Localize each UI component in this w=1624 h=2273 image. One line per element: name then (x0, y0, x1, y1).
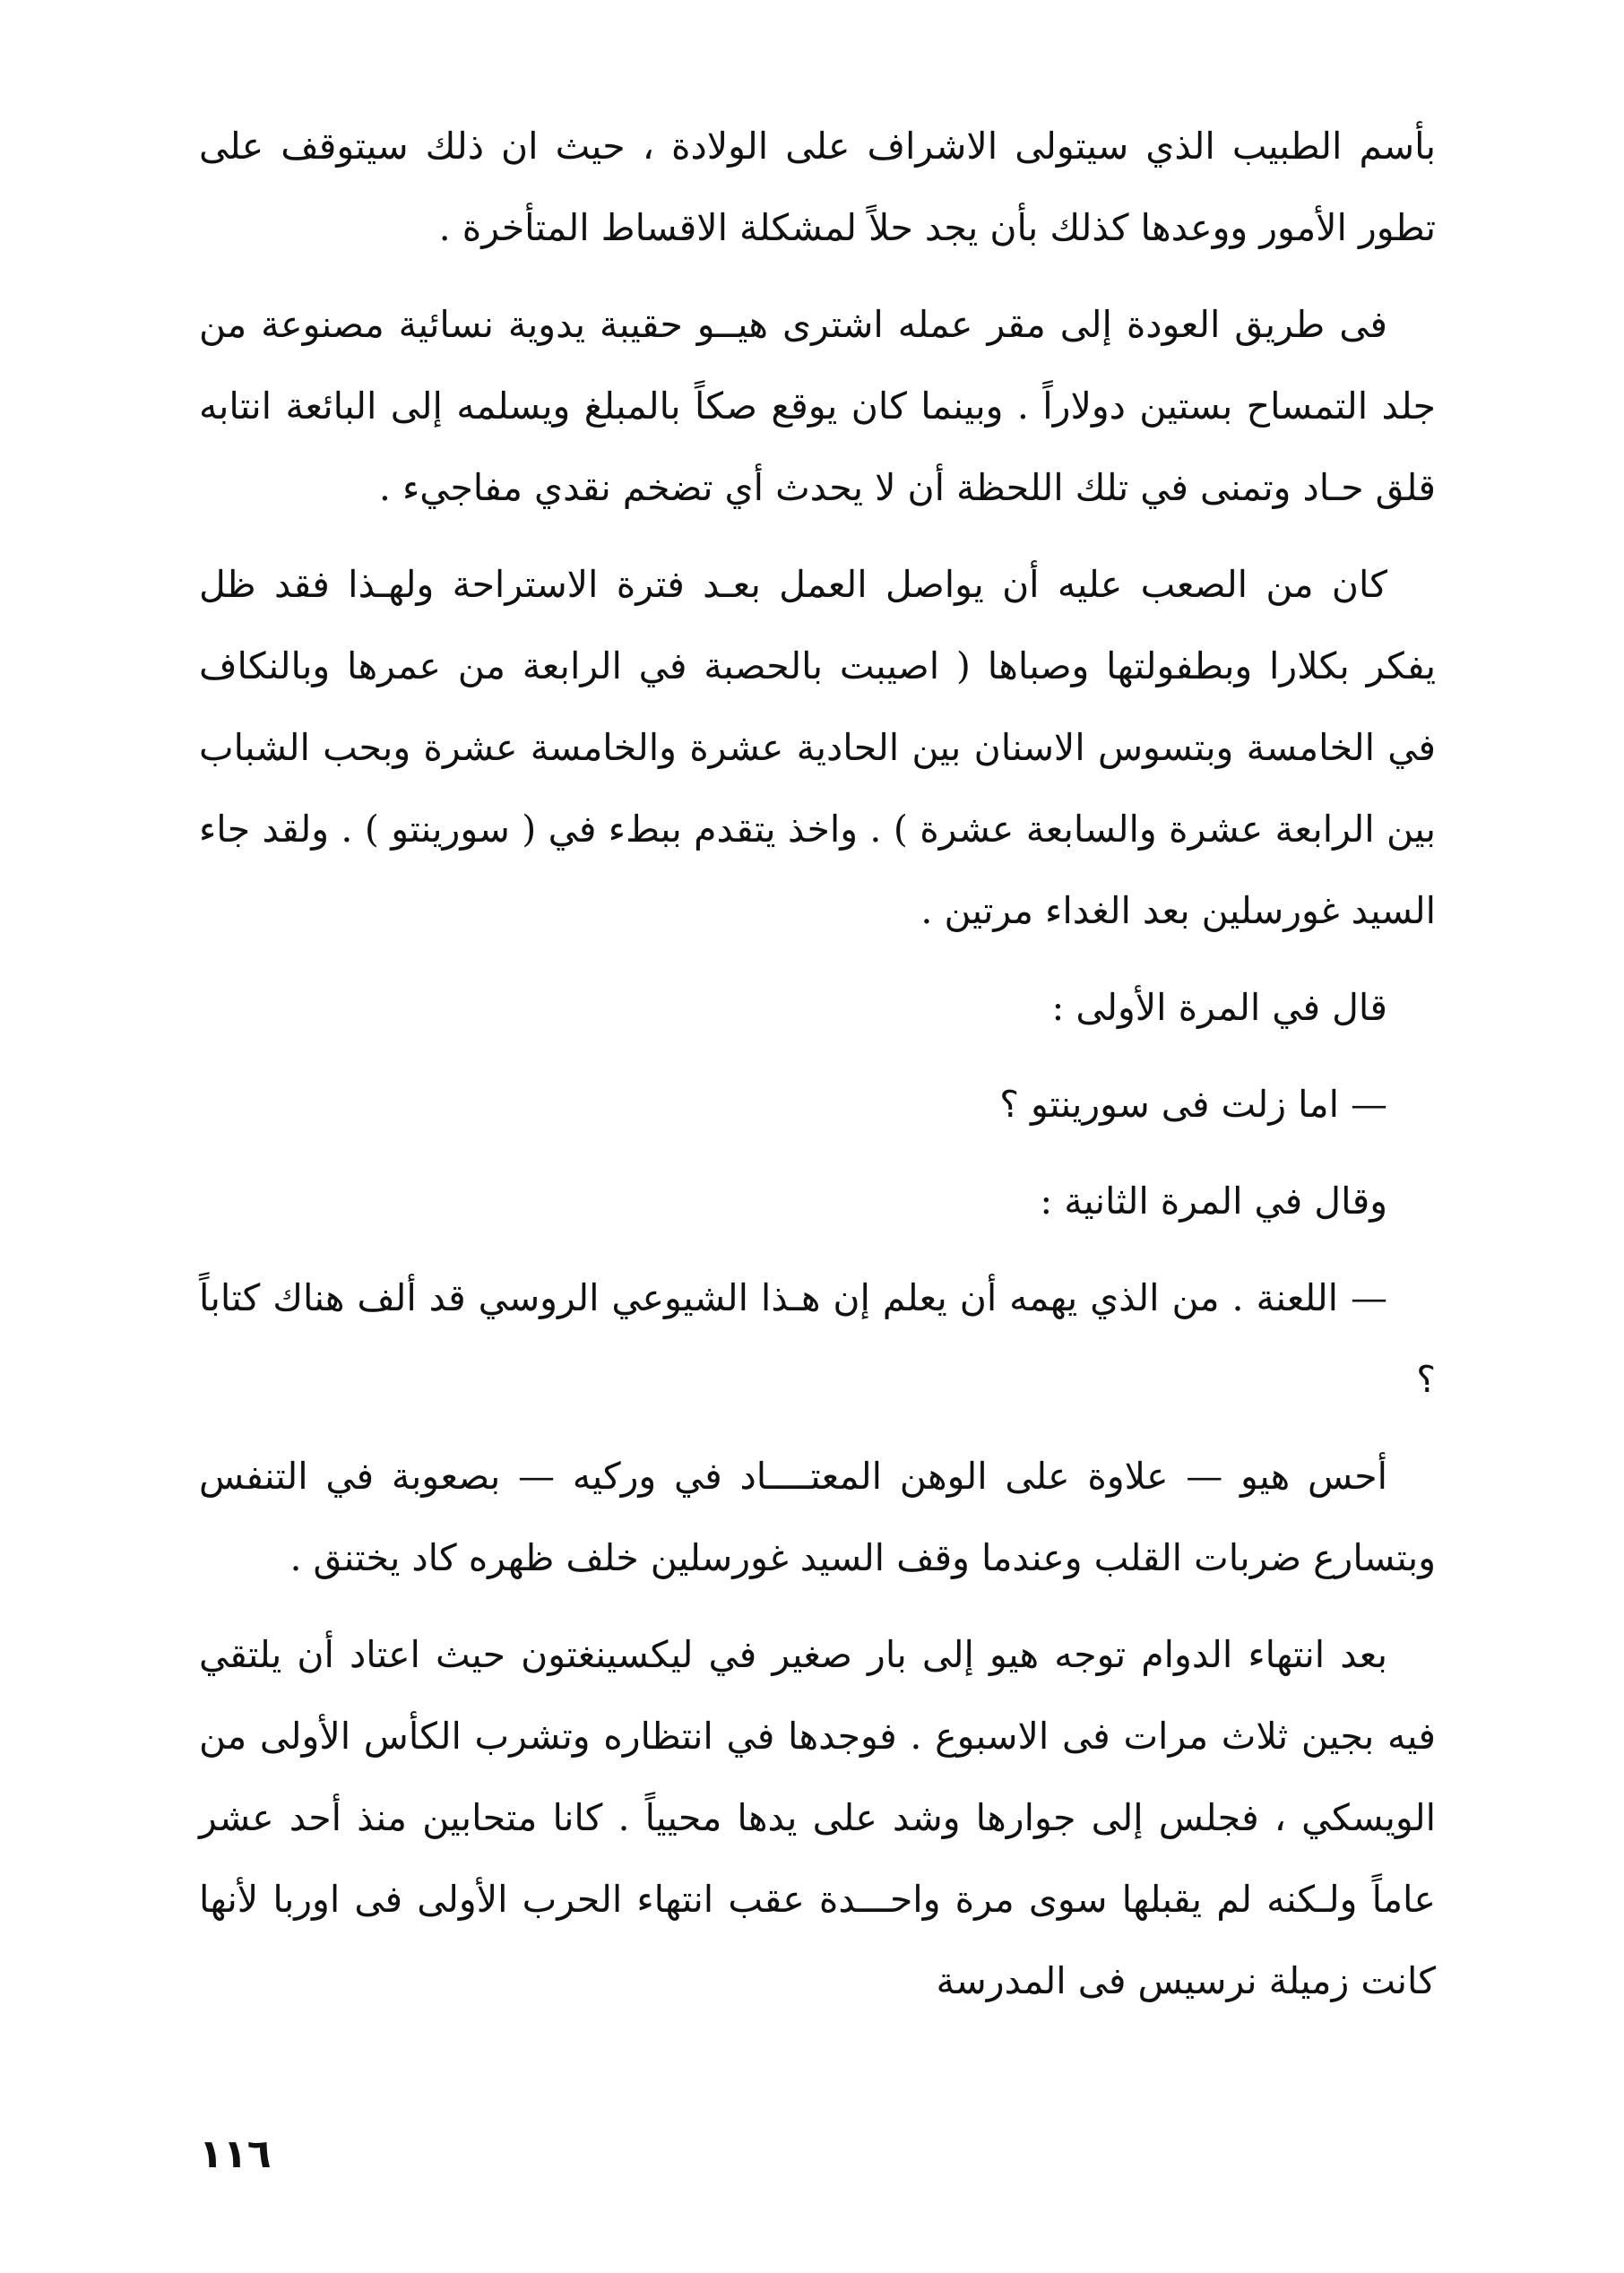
paragraph-bar-meeting: بعد انتهاء الدوام توجه هيو إلى بار صغير في ليكسينغتون حيث اعتاد أن يلتقي فيه بجين ثلاث مرات فى الاسبوع . فوجدها في انتظاره وتشرب الكأس الأولى من الويسكي ، فجلس إلى جوارها وشد على يدها محيياً . كانا متحابين منذ أحد عشر عاماً ولـكنه لم يقبلها سوى مرة واحـــدة عقب انتهاء الحرب الأولى فى اوربا لأنها كانت زميلة نرسيس فى المدرسة (199, 1633, 1436, 2002)
paragraph-afternoon-work: كان من الصعب عليه أن يواصل العمل بعـد فترة الاستراحة ولهـذا فقد ظل يفكر بكلارا وبطفولتها وصباها ( اصيبت بالحصبة في الرابعة من عمرها وبالنكاف في الخامسة وبتسوس الاسنان بين الحادية عشرة والخامسة عشرة وبحب الشباب بين الرابعة عشرة والسابعة عشرة ) . واخذ يتقدم ببطء في ( سورينتو ) . ولقد جاء السيد غورسلين بعد الغداء مرتين . (199, 563, 1436, 932)
page-number: ١١٦ (199, 2131, 272, 2177)
dialogue-second-visit-intro: وقال في المرة الثانية : (1040, 1180, 1387, 1223)
dialogue-first-visit-line: — اما زلت فى سورينتو ؟ (999, 1083, 1387, 1126)
paragraph-symptoms: أحس هيو — علاوة على الوهن المعتــــاد في وركيه — بصعوبة في التنفس وبتسارع ضربات القلب وعندما وقف السيد غورسلين خلف ظهره كاد يختنق . (199, 1455, 1436, 1579)
dialogue-second-visit-line: — اللعنة . من الذي يهمه أن يعلم إن هـذا الشيوعي الروسي قد ألف هناك كتاباً ؟ (199, 1276, 1436, 1401)
paragraph-return-trip: فى طريق العودة إلى مقر عمله اشترى هيــو حقيبة يدوية نسائية مصنوعة من جلد التمساح بستين دولاراً . وبينما كان يوقع صكاً بالمبلغ ويسلمه إلى البائعة انتابه قلق حـاد وتمنى في تلك اللحظة أن لا يحدث أي تضخم نقدي مفاجيء . (199, 303, 1436, 509)
paragraph-continuation: بأسم الطبيب الذي سيتولى الاشراف على الولادة ، حيث ان ذلك سيتوقف على تطور الأمور ووعدها كذلك بأن يجد حلاً لمشكلة الاقساط المتأخرة . (199, 125, 1436, 249)
dialogue-first-visit-intro: قال في المرة الأولى : (1051, 986, 1387, 1029)
body-text (199, 106, 1436, 2037)
